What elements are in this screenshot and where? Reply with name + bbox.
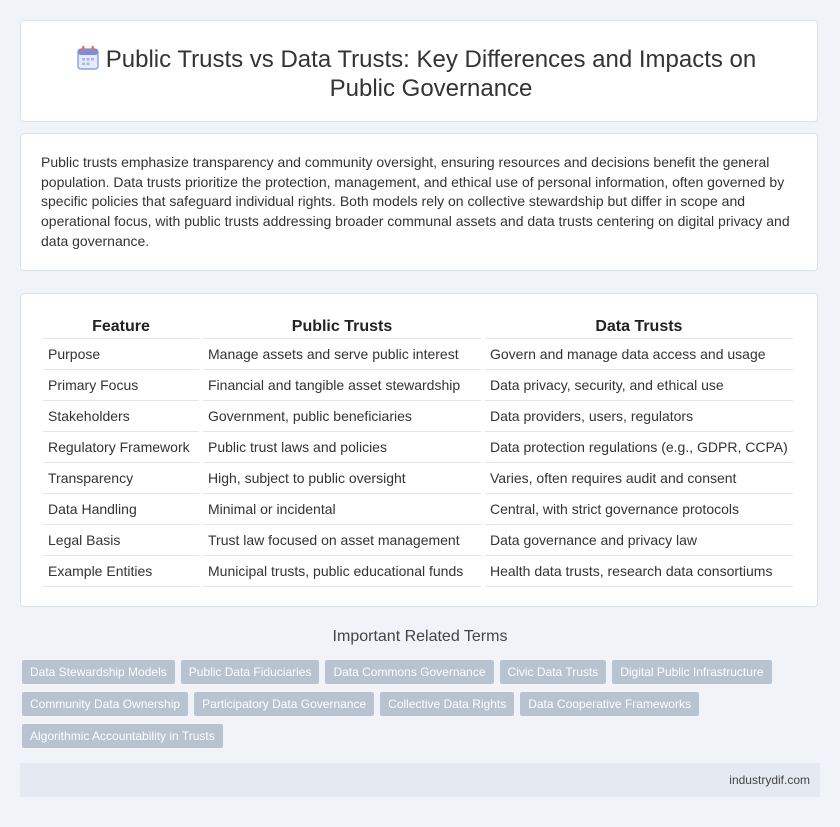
column-header-feature: Feature — [43, 314, 199, 339]
footer — [20, 763, 820, 797]
table-row — [43, 432, 793, 463]
related-term-tag[interactable]: Data Cooperative Frameworks — [520, 692, 699, 716]
cell-feature: Purpose — [43, 339, 199, 370]
cell-feature: Transparency — [43, 463, 199, 494]
related-term-tag[interactable]: Data Stewardship Models — [22, 660, 175, 684]
intro-paragraph: Public trusts emphasize transparency and community oversight, ensuring resources and decisions benefit the general population. Data trusts prioritize the protection, management, and ethical use of personal information, often governed by specific policies that safeguard individual rights. Both models rely on collective stewardship but differ in scope and operational focus, with public trusts addressing broader communal assets and data trusts centering on digital privacy and data governance. — [41, 154, 790, 249]
cell-public-trusts: Municipal trusts, public educational funds — [203, 556, 481, 587]
cell-feature: Data Handling — [43, 494, 199, 525]
cell-data-trusts: Data governance and privacy law — [485, 525, 793, 556]
cell-data-trusts: Data protection regulations (e.g., GDPR, CCPA) — [485, 432, 793, 463]
cell-feature: Primary Focus — [43, 370, 199, 401]
related-term-tag[interactable]: Community Data Ownership — [22, 692, 188, 716]
cell-data-trusts: Data privacy, security, and ethical use — [485, 370, 793, 401]
cell-feature: Example Entities — [43, 556, 199, 587]
cell-public-trusts: High, subject to public oversight — [203, 463, 481, 494]
related-terms-list — [22, 660, 812, 756]
cell-public-trusts: Manage assets and serve public interest — [203, 339, 481, 370]
cell-data-trusts: Govern and manage data access and usage — [485, 339, 793, 370]
related-term-tag[interactable]: Algorithmic Accountability in Trusts — [22, 724, 223, 748]
table-row — [43, 463, 793, 494]
table-row — [43, 556, 793, 587]
table-header-row — [43, 314, 793, 339]
related-term-tag[interactable]: Civic Data Trusts — [500, 660, 607, 684]
table-row — [43, 339, 793, 370]
table-row — [43, 525, 793, 556]
column-header-public-trusts: Public Trusts — [203, 314, 481, 339]
page-title: Public Trusts vs Data Trusts: Key Differences and Impacts on Public Governance — [105, 46, 757, 102]
table-row — [43, 401, 793, 432]
related-term-tag[interactable]: Digital Public Infrastructure — [612, 660, 771, 684]
related-term-tag[interactable]: Participatory Data Governance — [194, 692, 374, 716]
table-row — [43, 494, 793, 525]
table-row — [43, 370, 793, 401]
comparison-card — [20, 293, 818, 607]
cell-public-trusts: Trust law focused on asset management — [203, 525, 481, 556]
related-term-tag[interactable]: Public Data Fiduciaries — [181, 660, 320, 684]
comparison-table — [43, 314, 793, 587]
cell-public-trusts: Public trust laws and policies — [203, 432, 481, 463]
cell-public-trusts: Financial and tangible asset stewardship — [203, 370, 481, 401]
cell-feature: Legal Basis — [43, 525, 199, 556]
related-terms-heading: Important Related Terms — [332, 628, 508, 645]
footer-site: industrydif.com — [729, 773, 810, 787]
cell-data-trusts: Central, with strict governance protocols — [485, 494, 793, 525]
cell-data-trusts: Varies, often requires audit and consent — [485, 463, 793, 494]
related-term-tag[interactable]: Collective Data Rights — [380, 692, 514, 716]
cell-data-trusts: Data providers, users, regulators — [485, 401, 793, 432]
cell-data-trusts: Health data trusts, research data consortiums — [485, 556, 793, 587]
related-term-tag[interactable]: Data Commons Governance — [325, 660, 493, 684]
cell-public-trusts: Government, public beneficiaries — [203, 401, 481, 432]
title-card — [20, 20, 818, 122]
cell-feature: Regulatory Framework — [43, 432, 199, 463]
cell-public-trusts: Minimal or incidental — [203, 494, 481, 525]
intro-card — [20, 133, 818, 271]
cell-feature: Stakeholders — [43, 401, 199, 432]
column-header-data-trusts: Data Trusts — [485, 314, 793, 339]
